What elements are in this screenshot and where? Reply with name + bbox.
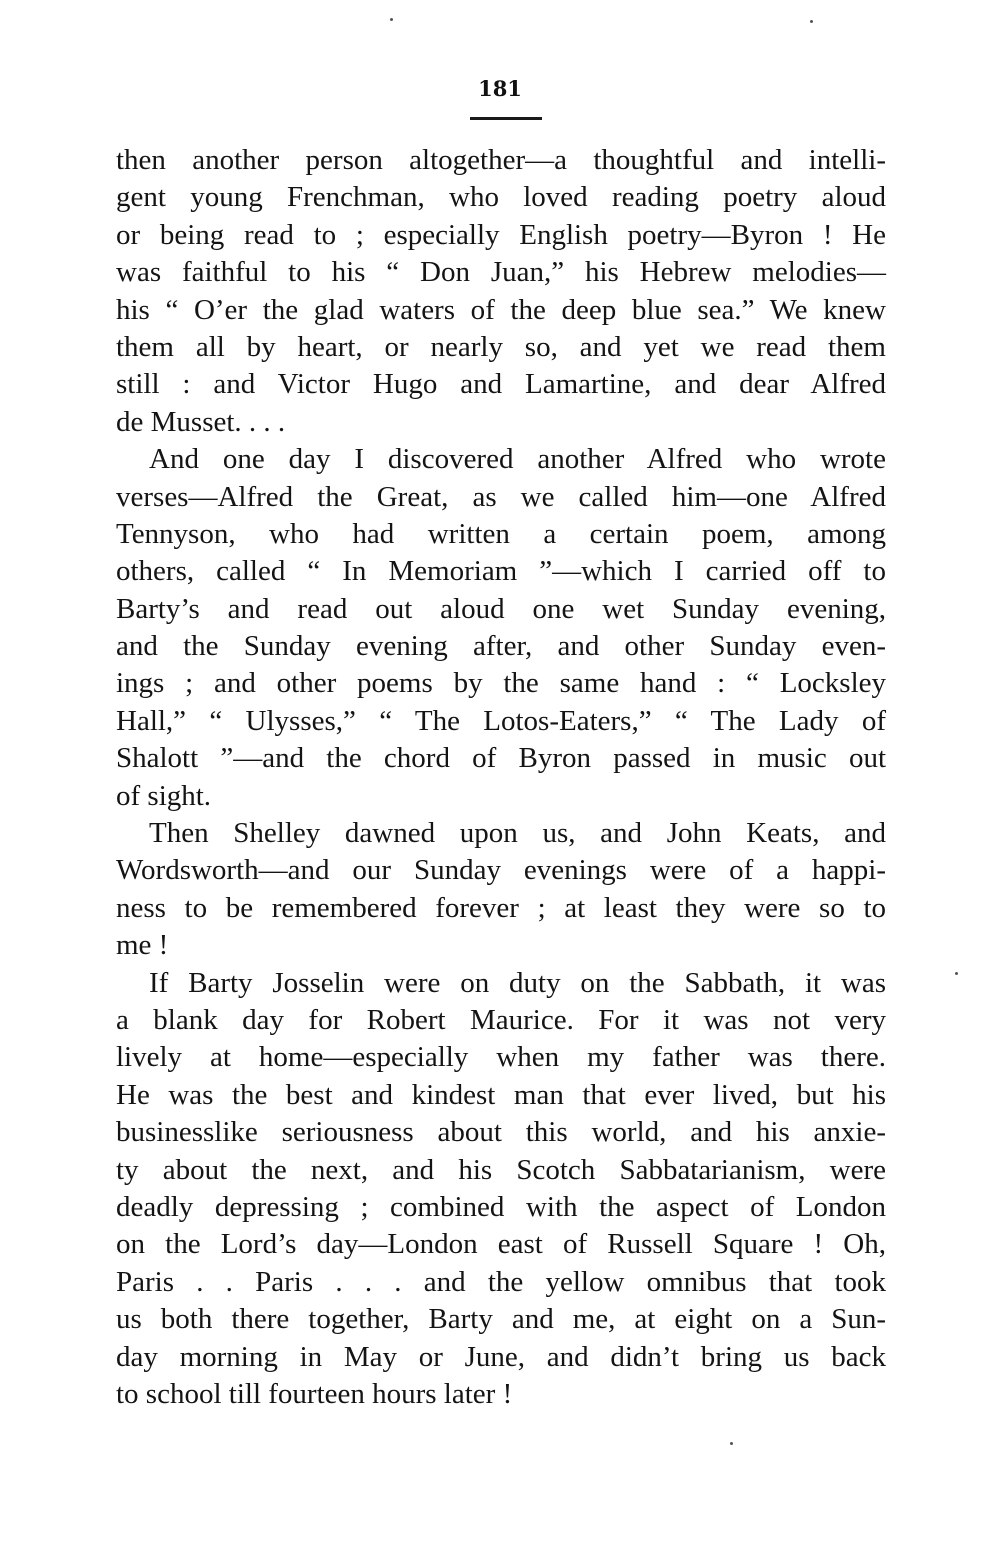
text-line: Tennyson, who had written a certain poem, among bbox=[116, 517, 886, 550]
text-line: Barty’s and read out aloud one wet Sunday evening, bbox=[116, 592, 886, 625]
text-line: If Barty Josselin were on duty on the Sabbath, it was bbox=[149, 966, 886, 999]
text-line: or being read to ; especially English poetry—Byron ! He bbox=[116, 218, 886, 251]
text-line: to school till fourteen hours later ! bbox=[116, 1377, 513, 1410]
body-text bbox=[116, 142, 886, 1413]
paragraph bbox=[116, 815, 886, 965]
paragraph bbox=[116, 441, 886, 815]
text-line: on the Lord’s day—London east of Russell Square ! Oh, bbox=[116, 1228, 886, 1261]
text-line: Paris . . Paris . . . and the yellow omnibus that took bbox=[116, 1265, 886, 1298]
text-line: of sight. bbox=[116, 779, 212, 812]
text-line: us both there together, Barty and me, at eight on a Sun- bbox=[116, 1303, 886, 1336]
scan-speck bbox=[810, 20, 813, 23]
text-line: Then Shelley dawned upon us, and John Keats, and bbox=[149, 817, 886, 850]
scan-speck bbox=[390, 18, 393, 21]
text-line: ty about the next, and his Scotch Sabbatarianism, were bbox=[116, 1153, 886, 1186]
text-line: then another person altogether—a thoughtful and intelli- bbox=[116, 144, 886, 176]
text-line: still : and Victor Hugo and Lamartine, and dear Alfred bbox=[116, 368, 886, 401]
text-line: them all by heart, or nearly so, and yet we read them bbox=[116, 330, 886, 363]
text-line: ings ; and other poems by the same hand : “ Locksley bbox=[116, 667, 886, 700]
text-line: verses—Alfred the Great, as we called him—one Alfred bbox=[116, 480, 886, 513]
text-line: others, called “ In Memoriam ”—which I carried off to bbox=[116, 555, 886, 588]
text-line: deadly depressing ; combined with the aspect of London bbox=[116, 1190, 886, 1223]
text-line: was faithful to his “ Don Juan,” his Hebrew melodies— bbox=[116, 256, 886, 289]
page-number: 181 bbox=[478, 76, 522, 101]
text-line: Shalott ”—and the chord of Byron passed in music out bbox=[116, 742, 886, 775]
text-line: de Musset. . . . bbox=[116, 405, 286, 438]
text-line: And one day I discovered another Alfred who wrote bbox=[149, 443, 886, 476]
text-line: businesslike seriousness about this world, and his anxie- bbox=[116, 1116, 886, 1149]
text-line: lively at home—especially when my father was there. bbox=[116, 1041, 886, 1074]
scan-speck bbox=[955, 972, 958, 975]
text-line: Wordsworth—and our Sunday evenings were of a happi- bbox=[116, 854, 886, 887]
paragraph bbox=[116, 142, 886, 441]
text-line: gent young Frenchman, who loved reading poetry aloud bbox=[116, 181, 886, 214]
page-number-rule bbox=[470, 117, 542, 120]
text-line: his “ O’er the glad waters of the deep blue sea.” We knew bbox=[116, 293, 886, 326]
text-line: ness to be remembered forever ; at least they were so to bbox=[116, 891, 886, 924]
paragraph bbox=[116, 965, 886, 1414]
text-line: and the Sunday evening after, and other Sunday even- bbox=[116, 630, 886, 663]
text-line: day morning in May or June, and didn’t bring us back bbox=[116, 1340, 886, 1373]
text-line: Hall,” “ Ulysses,” “ The Lotos-Eaters,” “ The Lady of bbox=[116, 704, 886, 737]
scan-speck bbox=[730, 1442, 733, 1445]
text-line: a blank day for Robert Maurice. For it was not very bbox=[116, 1003, 886, 1036]
text-line: me ! bbox=[116, 929, 169, 962]
text-line: He was the best and kindest man that ever lived, but his bbox=[116, 1078, 886, 1111]
